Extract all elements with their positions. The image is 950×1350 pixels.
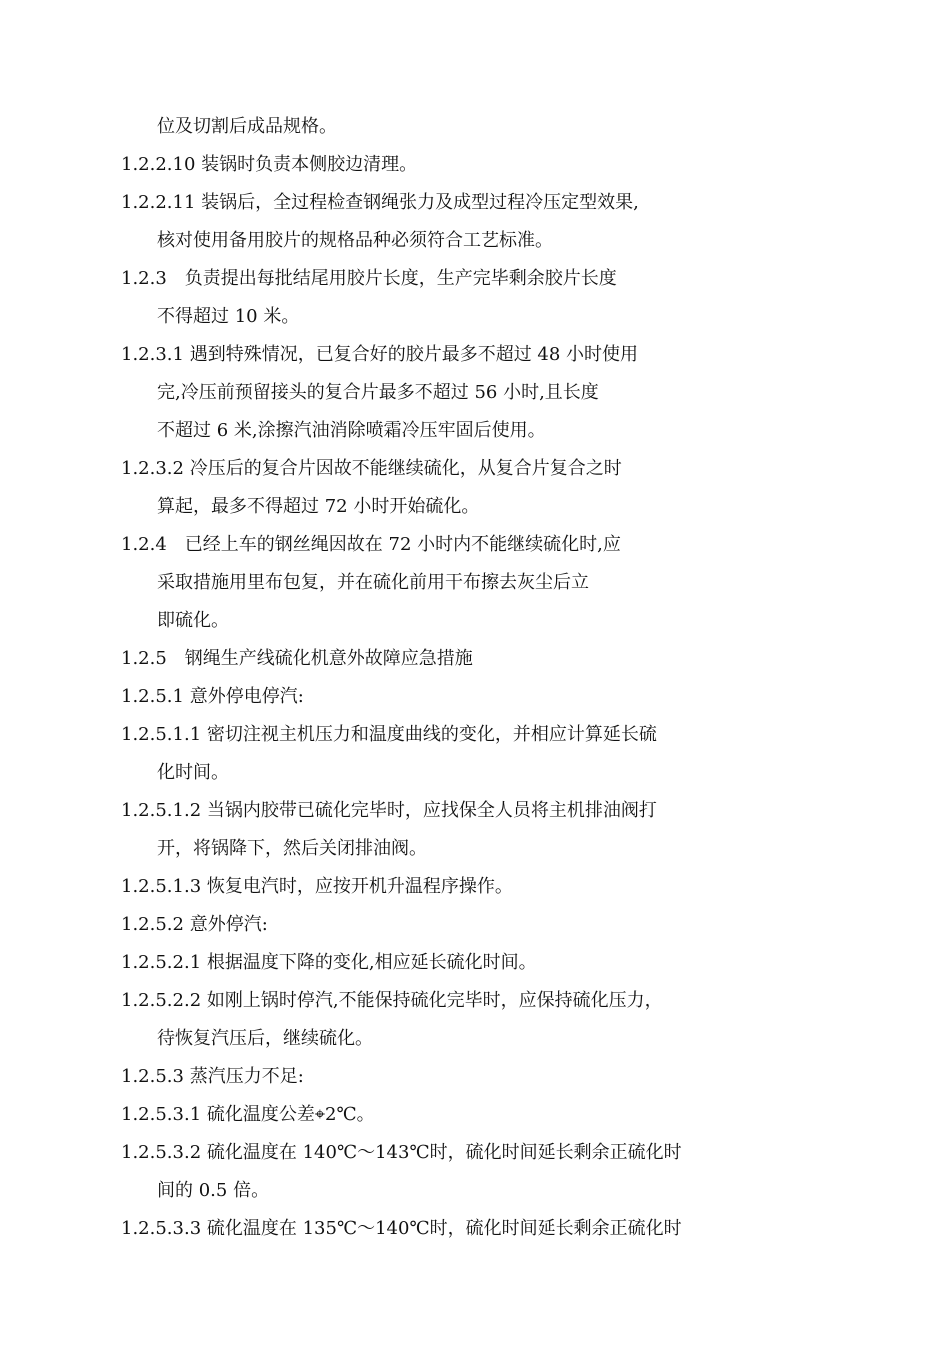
text-line: 不超过 6 米,涂擦汽油消除喷霜冷压牢固后使用。 bbox=[157, 420, 546, 441]
text-line: 1.2.5.3.2 硫化温度在 140℃～143℃时，硫化时间延长剩余正硫化时 bbox=[121, 1142, 682, 1163]
text-line: 1.2.5.3 蒸汽压力不足: bbox=[121, 1066, 304, 1087]
text-line: 1.2.3 负责提出每批结尾用胶片长度，生产完毕剩余胶片长度 bbox=[121, 268, 617, 289]
text-line: 1.2.5.1.1 密切注视主机压力和温度曲线的变化，并相应计算延长硫 bbox=[121, 724, 657, 745]
text-line: 1.2.4 已经上车的钢丝绳因故在 72 小时内不能继续硫化时,应 bbox=[121, 534, 621, 555]
text-line: 1.2.5.1.3 恢复电汽时，应按开机升温程序操作。 bbox=[121, 876, 513, 897]
text-line: 即硫化。 bbox=[157, 610, 229, 631]
text-line: 完,冷压前预留接头的复合片最多不超过 56 小时,且长度 bbox=[157, 382, 599, 403]
text-line: 1.2.5.1 意外停电停汽: bbox=[121, 686, 304, 707]
text-line: 1.2.5.2.2 如刚上锅时停汽,不能保持硫化完毕时，应保持硫化压力， bbox=[121, 990, 663, 1011]
text-line: 1.2.3.1 遇到特殊情况，已复合好的胶片最多不超过 48 小时使用 bbox=[121, 344, 639, 365]
text-line: 1.2.2.10 装锅时负责本侧胶边清理。 bbox=[121, 154, 418, 175]
text-line: 1.2.5.3.3 硫化温度在 135℃～140℃时，硫化时间延长剩余正硫化时 bbox=[121, 1218, 682, 1239]
text-line: 1.2.5.2 意外停汽: bbox=[121, 914, 268, 935]
text-line: 待恢复汽压后，继续硫化。 bbox=[157, 1028, 373, 1049]
text-line: 1.2.5.1.2 当锅内胶带已硫化完毕时，应找保全人员将主机排油阀打 bbox=[121, 800, 657, 821]
text-line: 1.2.5.2.1 根据温度下降的变化,相应延长硫化时间。 bbox=[121, 952, 537, 973]
text-line: 化时间。 bbox=[157, 762, 229, 783]
text-line: 1.2.2.11 装锅后，全过程检查钢绳张力及成型过程冷压定型效果, bbox=[121, 192, 639, 213]
text-line: 算起，最多不得超过 72 小时开始硫化。 bbox=[157, 496, 480, 517]
text-line: 1.2.3.2 冷压后的复合片因故不能继续硫化，从复合片复合之时 bbox=[121, 458, 622, 479]
text-line: 采取措施用里布包复，并在硫化前用干布擦去灰尘后立 bbox=[157, 572, 589, 593]
text-line: 不得超过 10 米。 bbox=[157, 306, 300, 327]
text-line: 1.2.5.3.1 硫化温度公差⌖2℃。 bbox=[121, 1104, 375, 1125]
text-line: 间的 0.5 倍。 bbox=[157, 1180, 270, 1201]
text-line: 开，将锅降下，然后关闭排油阀。 bbox=[157, 838, 427, 859]
text-line: 1.2.5 钢绳生产线硫化机意外故障应急措施 bbox=[121, 648, 473, 669]
text-line: 位及切割后成品规格。 bbox=[157, 116, 337, 137]
text-line: 核对使用备用胶片的规格品种必须符合工艺标准。 bbox=[157, 230, 553, 251]
